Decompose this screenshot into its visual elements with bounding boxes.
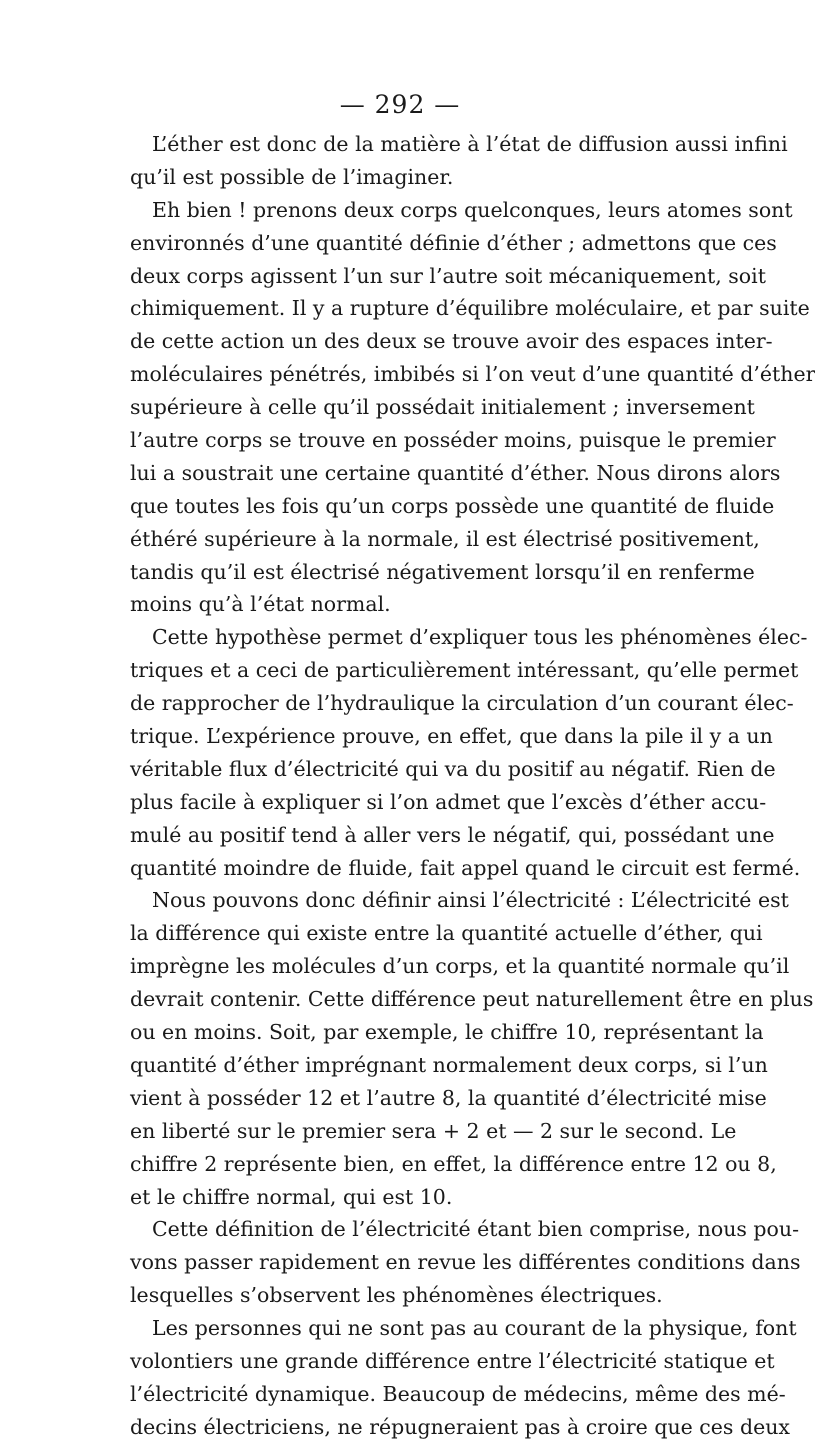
page-number: — 292 —: [339, 90, 461, 119]
text-line: qu’il est possible de l’imaginer.: [130, 164, 454, 189]
text-line: lui a soustrait une certaine quantité d’éther. Nous dirons alors: [130, 460, 781, 485]
text-line: et le chiffre normal, qui est 10.: [130, 1184, 453, 1209]
text-line: mulé au positif tend à aller vers le négatif, qui, possédant une: [130, 822, 775, 847]
text-line: devrait contenir. Cette différence peut naturellement être en plus: [130, 987, 814, 1012]
text-line: que toutes les fois qu’un corps possède une quantité de fluide: [130, 493, 775, 518]
text-line: environnés d’une quantité définie d’éther ; admettons que ces: [130, 230, 777, 255]
text-line: Eh bien ! prenons deux corps quelconques, leurs atomes sont: [152, 197, 793, 222]
text-line: l’autre corps se trouve en posséder moins, puisque le premier: [130, 428, 776, 453]
text-line: imprègne les molécules d’un corps, et la quantité normale qu’il: [130, 954, 790, 979]
text-line: de cette action un des deux se trouve avoir des espaces inter-: [130, 329, 773, 354]
body-text: [130, 128, 815, 1444]
text-line: chiffre 2 représente bien, en effet, la différence entre 12 ou 8,: [130, 1151, 777, 1176]
text-line: ou en moins. Soit, par exemple, le chiffre 10, représentant la: [130, 1020, 764, 1045]
text-line: véritable flux d’électricité qui va du positif au négatif. Rien de: [130, 756, 776, 781]
text-line: chimiquement. Il y a rupture d’équilibre moléculaire, et par suite: [130, 296, 810, 321]
text-line: tandis qu’il est électrisé négativement lorsqu’il en renferme: [130, 559, 755, 584]
text-line: Les personnes qui ne sont pas au courant de la physique, font: [152, 1316, 797, 1341]
text-line: moléculaires pénétrés, imbibés si l’on veut d’une quantité d’éther: [130, 362, 815, 387]
text-line: de rapprocher de l’hydraulique la circulation d’un courant élec-: [130, 691, 794, 716]
text-line: vons passer rapidement en revue les différentes conditions dans: [130, 1250, 801, 1275]
text-line: supérieure à celle qu’il possédait initialement ; inversement: [130, 395, 755, 420]
text-line: Nous pouvons donc définir ainsi l’électricité : L’électricité est: [152, 888, 789, 913]
text-line: deux corps agissent l’un sur l’autre soit mécaniquement, soit: [130, 263, 766, 288]
text-line: Cette hypothèse permet d’expliquer tous les phénomènes élec-: [152, 625, 808, 650]
text-line: volontiers une grande différence entre l’électricité statique et: [130, 1348, 775, 1373]
text-line: lesquelles s’observent les phénomènes électriques.: [130, 1283, 663, 1308]
text-line: trique. L’expérience prouve, en effet, que dans la pile il y a un: [130, 724, 773, 749]
text-line: L’éther est donc de la matière à l’état de diffusion aussi infini: [152, 132, 788, 156]
text-line: éthéré supérieure à la normale, il est électrisé positivement,: [130, 526, 760, 551]
text-line: en liberté sur le premier sera + 2 et — 2 sur le second. Le: [130, 1118, 737, 1143]
text-line: triques et a ceci de particulièrement intéressant, qu’elle permet: [130, 658, 799, 683]
text-line: quantité moindre de fluide, fait appel quand le circuit est fermé.: [130, 855, 801, 880]
text-line: l’électricité dynamique. Beaucoup de médecins, même des mé-: [130, 1381, 786, 1406]
text-line: vient à posséder 12 et l’autre 8, la quantité d’électricité mise: [130, 1085, 767, 1110]
text-line: la différence qui existe entre la quantité actuelle d’éther, qui: [130, 921, 763, 946]
text-line: quantité d’éther imprégnant normalement deux corps, si l’un: [130, 1052, 768, 1077]
text-line: Cette définition de l’électricité étant bien comprise, nous pou-: [152, 1217, 800, 1242]
text-line: moins qu’à l’état normal.: [130, 592, 391, 617]
text-line: decins électriciens, ne répugneraient pas à croire que ces deux: [130, 1414, 790, 1439]
text-line: plus facile à expliquer si l’on admet que l’excès d’éther accu-: [130, 789, 767, 814]
